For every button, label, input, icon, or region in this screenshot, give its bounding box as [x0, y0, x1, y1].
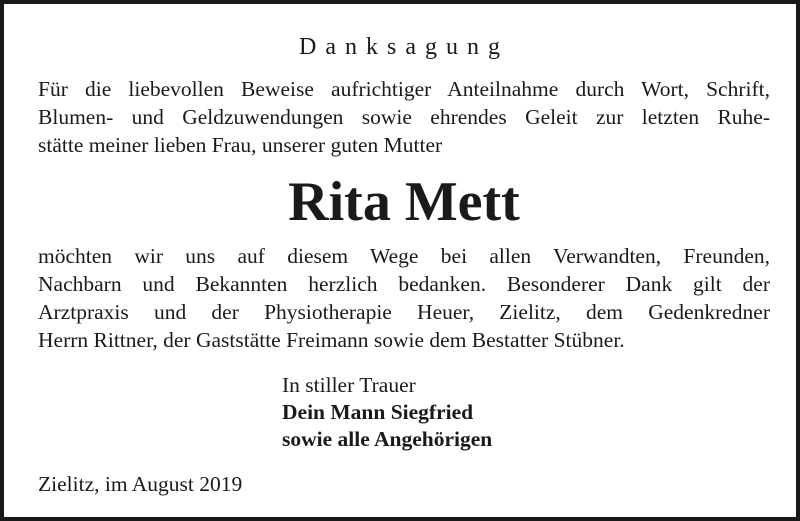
intro-line: stätte meiner lieben Frau, unserer guten Mutter [38, 133, 443, 157]
signature-block [282, 372, 492, 453]
intro-line: Für die liebevollen Beweise aufrichtiger Anteilnahme durch Wort, Schrift, [38, 77, 770, 101]
deceased-name: Rita Mett [288, 171, 520, 233]
thanks-paragraph [38, 242, 770, 354]
thanks-line: Arztpraxis und der Physiotherapie Heuer, Zielitz, dem Gedenkredner [38, 300, 770, 324]
mourning-line: In stiller Trauer [282, 373, 416, 397]
thanks-line: möchten wir uns auf diesem Wege bei allen Verwandten, Freunden, [38, 244, 770, 268]
notice-heading: Danksagung [299, 34, 509, 60]
thanks-line: Herrn Rittner, der Gaststätte Freimann sowie dem Bestatter Stübner. [38, 328, 625, 352]
signer-relatives: sowie alle Angehörigen [282, 427, 493, 451]
intro-paragraph [38, 75, 770, 159]
place-date: Zielitz, im August 2019 [38, 472, 243, 496]
thanks-line: Nachbarn und Bekannten herzlich bedanken. Besonderer Dank gilt der [38, 272, 770, 296]
signer-husband: Dein Mann Siegfried [282, 400, 474, 424]
intro-line: Blumen- und Geldzuwendungen sowie ehrendes Geleit zur letzten Ruhe- [38, 105, 770, 129]
